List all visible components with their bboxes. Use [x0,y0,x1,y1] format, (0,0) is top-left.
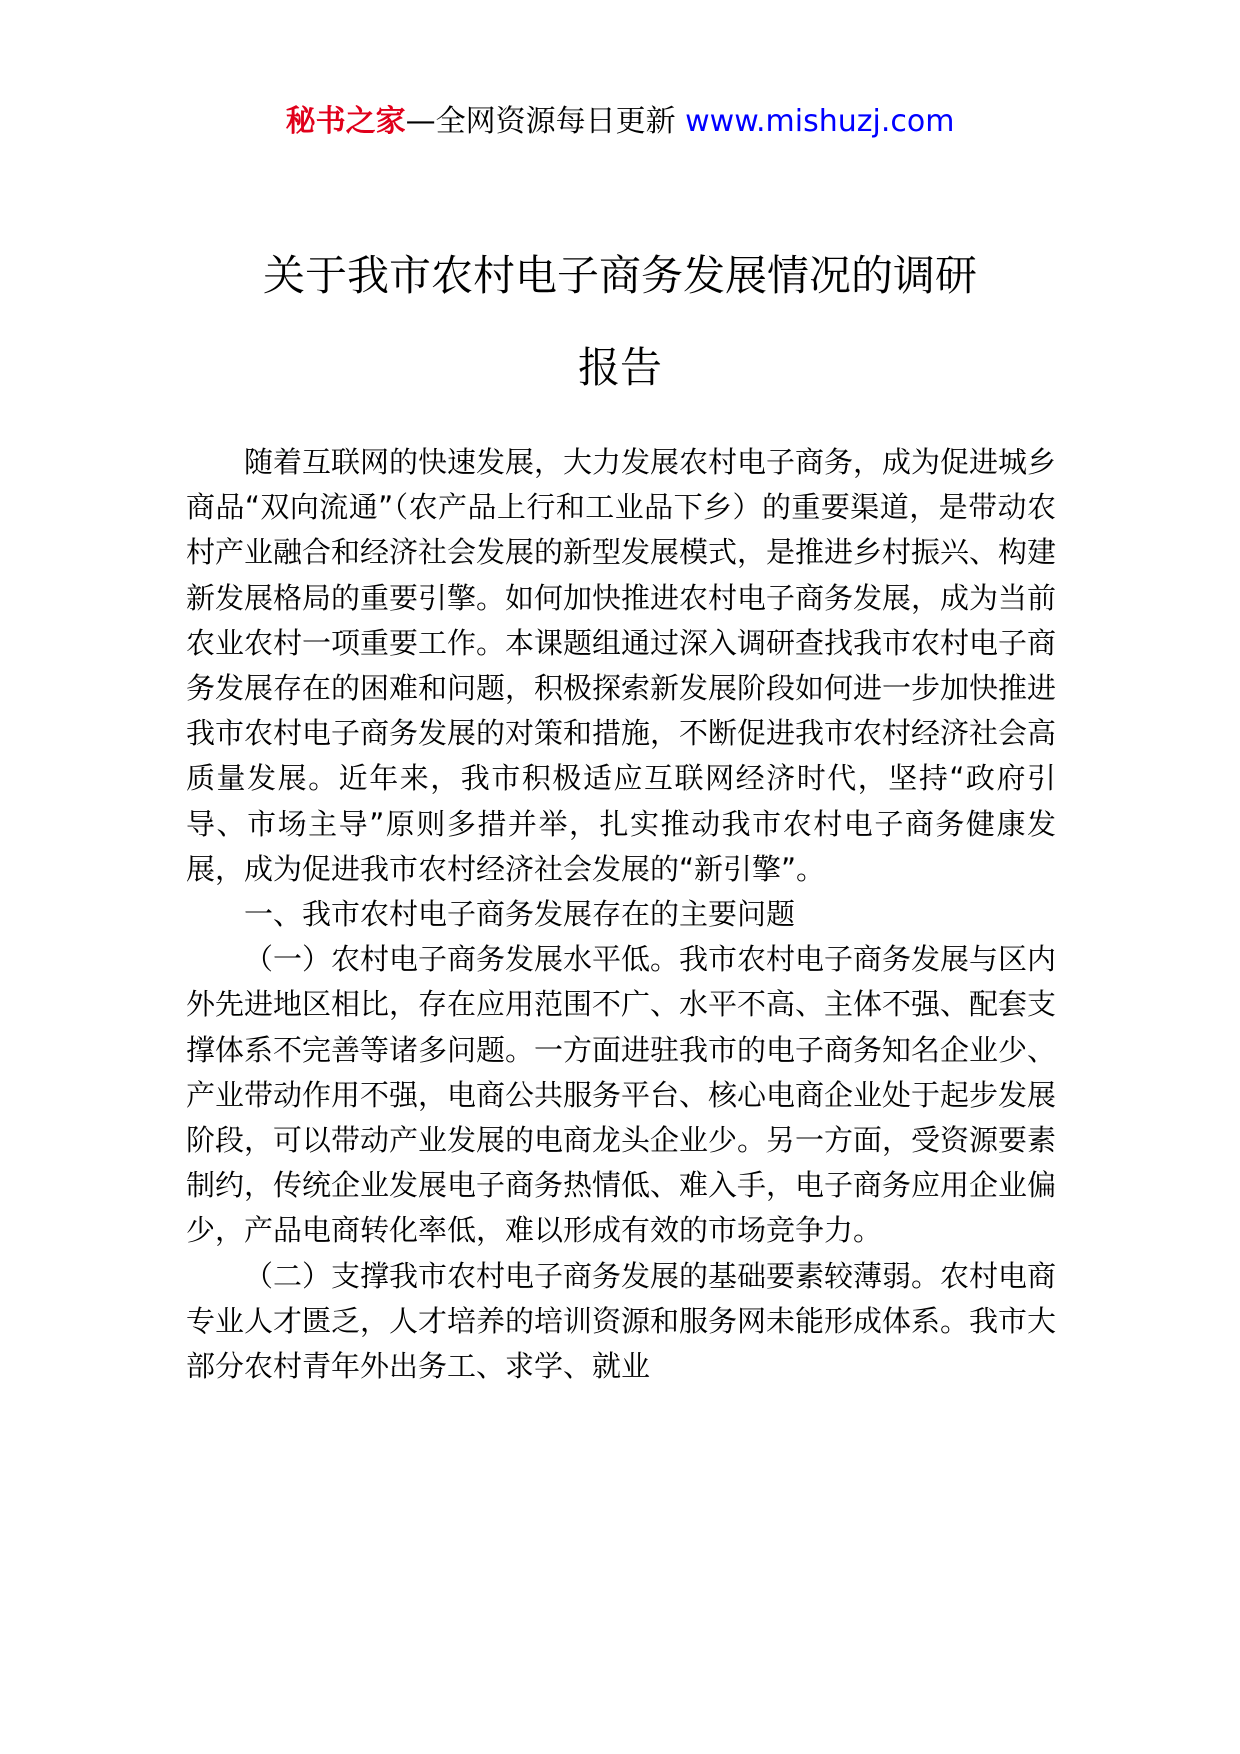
title-line-2: 报告 [577,343,662,392]
document-title [0,230,1240,414]
body-paragraph: （一）农村电子商务发展水平低。我市农村电子商务发展与区内外先进地区相比，存在应用范围不广、水平不高、主体不强、配套支撑体系不完善等诸多问题。一方面进驻我市的电子商务知名企业少、产业带动作用不强，电商公共服务平台、核心电商企业处于起步发展阶段，可以带动产业发展的电商龙头企业少。另一方面，受资源要素制约，传统企业发展电子商务热情低、难入手，电子商务应用企业偏少，产品电商转化率低，难以形成有效的市场竞争力。 [186,942,1057,1248]
section-heading: 一、我市农村电子商务发展存在的主要问题 [244,897,796,932]
intro-paragraph: 随着互联网的快速发展，大力发展农村电子商务，成为促进城乡商品“双向流通”（农产品上行和工业品下乡）的重要渠道，是带动农村产业融合和经济社会发展的新型发展模式，是推进乡村振兴、构建新发展格局的重要引擎。如何加快推进农村电子商务发展，成为当前农业农村一项重要工作。本课题组通过深入调研查找我市农村电子商务发展存在的困难和问题，积极探索新发展阶段如何进一步加快推进我市农村电子商务发展的对策和措施，不断促进我市农村经济社会高质量发展。近年来，我市积极适应互联网经济时代，坚持“政府引导、市场主导”原则多措并举，扎实推动我市农村电子商务健康发展，成为促进我市农村经济社会发展的“新引擎”。 [186,445,1057,886]
body-paragraph: （二）支撑我市农村电子商务发展的基础要素较薄弱。农村电商专业人才匮乏，人才培养的培训资源和服务网未能形成体系。我市大部分农村青年外出务工、求学、就业 [186,1258,1057,1384]
document-body [186,440,1056,1389]
site-header [0,100,1240,144]
site-slogan: —全网资源每日更新 [405,104,686,139]
site-url-link[interactable]: www.mishuzj.com [685,104,955,139]
title-line-1: 关于我市农村电子商务发展情况的调研 [262,251,977,300]
site-brand: 秘书之家 [285,104,406,139]
